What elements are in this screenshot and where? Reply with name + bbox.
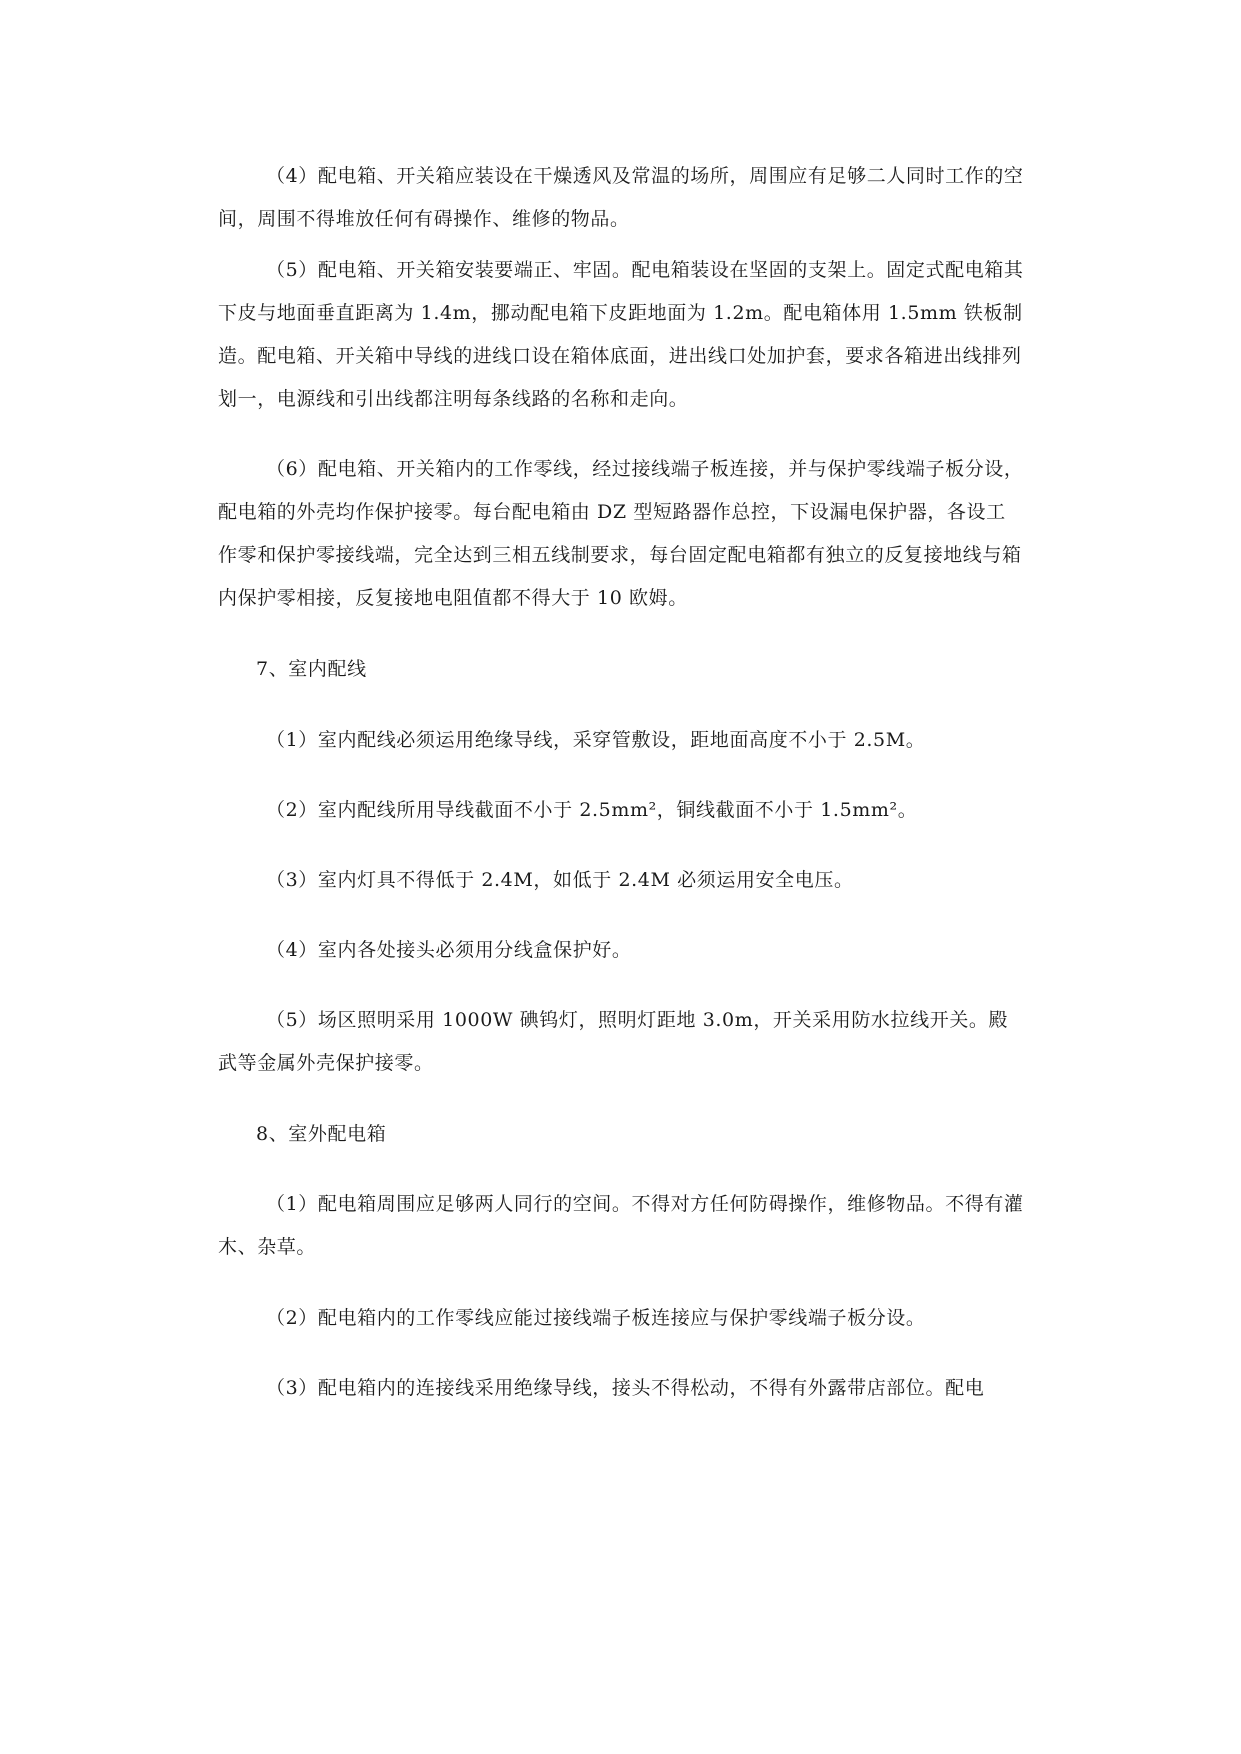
paragraph-outdoor-box-1: （1）配电箱周围应足够两人同行的空间。不得对方任何防碍操作，维修物品。不得有灌木、杂草。: [218, 1193, 1024, 1258]
paragraph-indoor-wiring-2: （2）室内配线所用导线截面不小于 2.5mm²，铜线截面不小于 1.5mm²。: [266, 799, 918, 821]
paragraph-indoor-wiring-3: （3）室内灯具不得低于 2.4M，如低于 2.4M 必须运用安全电压。: [266, 869, 854, 891]
section-heading-indoor-wiring: 7、室内配线: [256, 658, 367, 680]
paragraph-indoor-wiring-5: （5）场区照明采用 1000W 碘钨灯，照明灯距地 3.0m，开关采用防水拉线开关。殿武等金属外壳保护接零。: [218, 1009, 1009, 1074]
paragraph-neutral-wire-grounding: （6）配电箱、开关箱内的工作零线，经过接线端子板连接，并与保护零线端子板分设，配电箱的外壳均作保护接零。每台配电箱由 DZ 型短路器作总控，下设漏电保护器，各设工作零和保护零接线端，完全达到三相五线制要求，每台固定配电箱都有独立的反复接地线与箱内保护零相接，反复接地电阻值都不得大于 10 欧姆。: [218, 458, 1024, 609]
section-heading-outdoor-box: 8、室外配电箱: [256, 1123, 387, 1145]
paragraph-indoor-wiring-1: （1）室内配线必须运用绝缘导线，采穿管敷设，距地面高度不小于 2.5M。: [266, 729, 926, 751]
paragraph-distribution-box-location: （4）配电箱、开关箱应装设在干燥透风及常温的场所，周围应有足够二人同时工作的空间，周围不得堆放任何有碍操作、维修的物品。: [218, 165, 1024, 230]
paragraph-indoor-wiring-4: （4）室内各处接头必须用分线盒保护好。: [266, 939, 632, 961]
paragraph-distribution-box-installation: （5）配电箱、开关箱安装要端正、牢固。配电箱装设在坚固的支架上。固定式配电箱其下皮与地面垂直距离为 1.4m，挪动配电箱下皮距地面为 1.2m。配电箱体用 1.5mm 铁板制造。配电箱、开关箱中导线的进线口设在箱体底面，进出线口处加护套，要求各箱进出线排列划一，电源线和引出线都注明每条线路的名称和走向。: [218, 259, 1024, 410]
paragraph-outdoor-box-2: （2）配电箱内的工作零线应能过接线端子板连接应与保护零线端子板分设。: [266, 1307, 926, 1329]
paragraph-outdoor-box-3: （3）配电箱内的连接线采用绝缘导线，接头不得松动，不得有外露带店部位。配电: [266, 1377, 985, 1399]
